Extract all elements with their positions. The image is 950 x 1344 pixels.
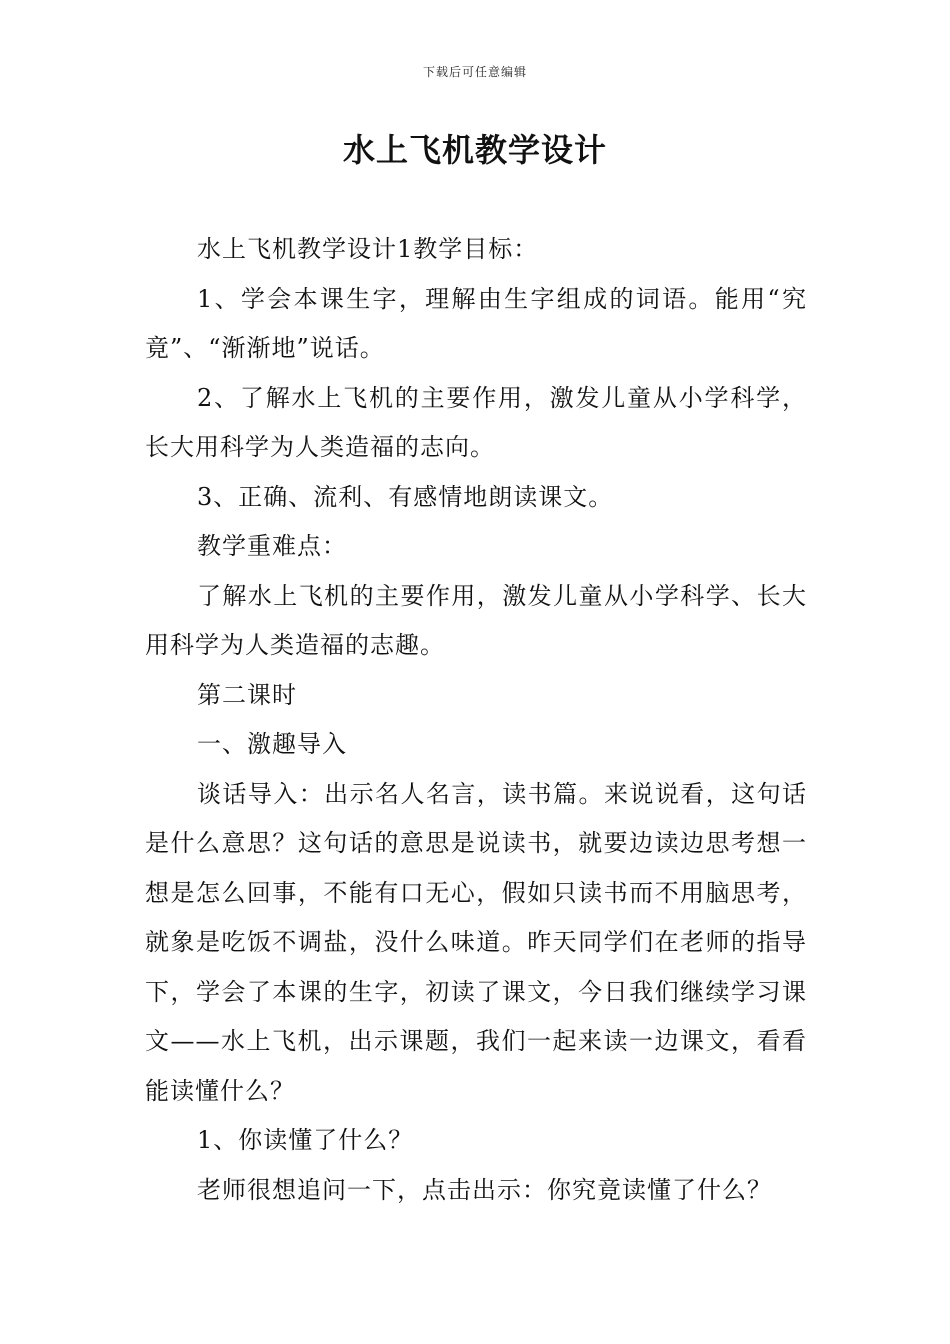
paragraph-objectives-heading: 水上飞机教学设计1教学目标： xyxy=(197,235,539,263)
paragraph-lesson-period: 第二课时 xyxy=(197,680,297,709)
paragraph-introduction: 谈话导入：出示名人名言，读书篇。来说说看，这句话是什么意思？这句话的意思是说读书，就要边读边思考想一想是怎么回事，不能有口无心，假如只读书而不用脑思考，就象是吃饭不调盐，没什么味道。昨天同学们在老师的指导下，学会了本课的生字，初读了课文，今日我们继续学习课文——水上飞机，出示课题，我们一起来读一边课文，看看能读懂什么？ xyxy=(145,779,807,1105)
paragraph-key-points: 了解水上飞机的主要作用，激发儿童从小学科学、长大用科学为人类造福的志趣。 xyxy=(145,581,807,659)
paragraph-follow-up: 老师很想追问一下，点击出示：你究竟读懂了什么？ xyxy=(197,1175,772,1204)
paragraph-key-points-heading: 教学重难点： xyxy=(197,532,347,560)
document-body xyxy=(145,225,807,1215)
paragraph-objective-3: 3、正确、流利、有感情地朗读课文。 xyxy=(197,482,614,511)
paragraph-section-heading: 一、激趣导入 xyxy=(197,730,347,758)
paragraph-objective-2: 2、了解水上飞机的主要作用，激发儿童从小学科学，长大用科学为人类造福的志向。 xyxy=(145,383,807,461)
paragraph-objective-1: 1、学会本课生字，理解由生字组成的词语。能用“究竟”、“渐渐地”说话。 xyxy=(145,284,807,362)
header-note: 下载后可任意编辑 xyxy=(422,65,527,79)
document-title: 水上飞机教学设计 xyxy=(342,131,607,169)
paragraph-question-1: 1、你读懂了什么？ xyxy=(197,1126,414,1154)
